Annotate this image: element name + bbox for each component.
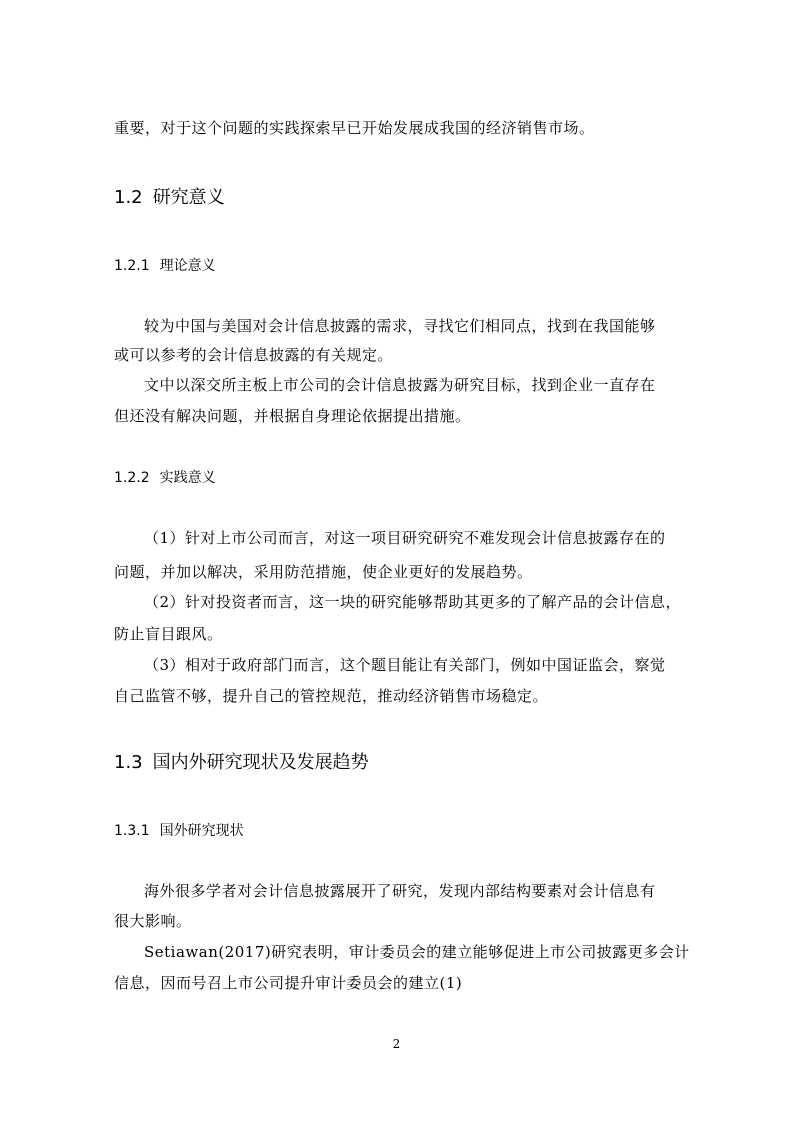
paragraph-line: 海外很多学者对会计信息披露展开了研究，发现内部结构要素对会计信息有 <box>144 882 656 900</box>
paragraph-line: 问题，并加以解决，采用防范措施，使企业更好的发展趋势。 <box>114 563 533 581</box>
subsection-number: 1.3.1 <box>114 823 150 839</box>
subsection-number: 1.2.2 <box>114 470 150 486</box>
subsection-heading-1-2-1 <box>114 256 216 276</box>
section-number: 1.2 <box>114 187 143 208</box>
paragraph-line: （1）针对上市公司而言，对这一项目研究研究不难发现会计信息披露存在的 <box>144 529 666 547</box>
section-title: 研究意义 <box>152 187 225 208</box>
subsection-heading-1-3-1 <box>114 821 244 841</box>
paragraph-line: 重要，对于这个问题的实践探索早已开始发展成我国的经济销售市场。 <box>114 119 595 137</box>
paragraph-line: 或可以参考的会计信息披露的有关规定。 <box>114 346 394 364</box>
section-heading-1-2 <box>114 186 225 210</box>
paragraph-line: 很大影响。 <box>114 912 192 930</box>
paragraph-line: 但还没有解决问题，并根据自身理论依据提出措施。 <box>114 407 471 425</box>
section-heading-1-3 <box>114 751 369 775</box>
subsection-title: 国外研究现状 <box>159 823 244 839</box>
subsection-title: 实践意义 <box>159 470 216 486</box>
paragraph-line: 防止盲目跟风。 <box>114 625 223 643</box>
subsection-title: 理论意义 <box>159 258 216 274</box>
section-title: 国内外研究现状及发展趋势 <box>152 752 369 773</box>
paragraph-line: 自己监管不够，提升自己的管控规范，推动经济销售市场稳定。 <box>114 687 549 705</box>
paragraph-line: （2）针对投资者而言，这一块的研究能够帮助其更多的了解产品的会计信息， <box>144 593 682 611</box>
paragraph-line: 信息，因而号召上市公司提升审计委员会的建立(1) <box>114 974 463 992</box>
paragraph-line: 较为中国与美国对会计信息披露的需求，寻找它们相同点，找到在我国能够 <box>144 317 656 335</box>
paragraph-line: 文中以深交所主板上市公司的会计信息披露为研究目标，找到企业一直存在 <box>144 376 656 394</box>
subsection-number: 1.2.1 <box>114 258 150 274</box>
paragraph-line: Setiawan(2017)研究表明，审计委员会的建立能够促进上市公司披露更多会计 <box>144 943 690 961</box>
subsection-heading-1-2-2 <box>114 468 216 488</box>
page-number: 2 <box>392 1037 401 1051</box>
paragraph-line: （3）相对于政府部门而言，这个题目能让有关部门，例如中国证监会，察觉 <box>144 656 666 674</box>
section-number: 1.3 <box>114 752 143 773</box>
